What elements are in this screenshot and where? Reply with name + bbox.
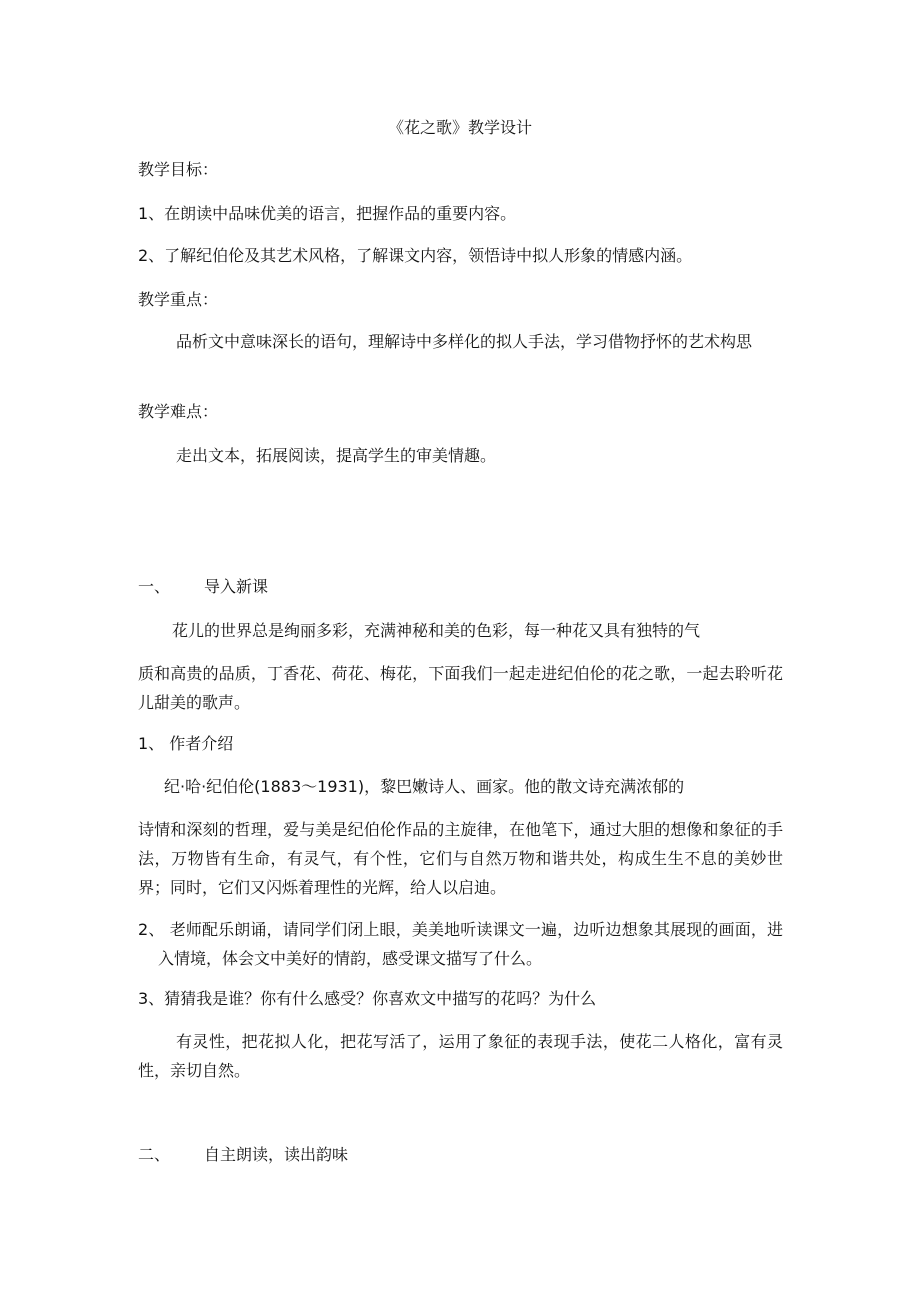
section1-intro-cont: 质和高贵的品质，丁香花、荷花、梅花，下面我们一起走进纪伯伦的花之歌，一起去聆听花儿甜美的歌声。 bbox=[138, 664, 783, 712]
author-intro-first: 纪·哈·纪伯伦(1883～1931)，黎巴嫩诗人、画家。他的散文诗充满浓郁的 bbox=[164, 777, 685, 796]
section2-title: 自主朗读，读出韵味 bbox=[204, 1145, 349, 1164]
section2-heading bbox=[138, 1145, 348, 1165]
author-heading: 1、 作者介绍 bbox=[138, 734, 234, 753]
list-item-2: 2、 老师配乐朗诵，请同学们闭上眼，美美地听读课文一遍，边听边想象其展现的画面，进入情境，体会文中美好的情韵，感受课文描写了什么。 bbox=[138, 920, 783, 968]
document-title: 《花之歌》教学设计 bbox=[387, 118, 532, 137]
section1-heading bbox=[138, 577, 268, 597]
key-points-text: 品析文中意味深长的语句，理解诗中多样化的拟人手法，学习借物抒怀的艺术构思 bbox=[176, 332, 753, 351]
list-item-3: 3、猜猜我是谁？你有什么感受？你喜欢文中描写的花吗？为什么 bbox=[138, 989, 597, 1008]
goals-heading: 教学目标： bbox=[138, 160, 219, 179]
section2-number: 二、 bbox=[138, 1145, 171, 1164]
difficulties-text: 走出文本，拓展阅读，提高学生的审美情趣。 bbox=[176, 446, 497, 465]
section1-intro: 花儿的世界总是绚丽多彩，充满神秘和美的色彩，每一种花又具有独特的气 bbox=[172, 621, 701, 640]
goal-item-1: 1、在朗读中品味优美的语言，把握作品的重要内容。 bbox=[138, 204, 517, 223]
key-points-heading: 教学重点： bbox=[138, 290, 219, 309]
section1-number: 一、 bbox=[138, 577, 171, 596]
section1-title: 导入新课 bbox=[204, 577, 269, 596]
guess-answer: 有灵性，把花拟人化，把花写活了，运用了象征的表现手法，使花二人格化，富有灵性，亲切自然。 bbox=[138, 1032, 783, 1080]
goal-item-2: 2、了解纪伯伦及其艺术风格，了解课文内容，领悟诗中拟人形象的情感内涵。 bbox=[138, 246, 693, 265]
difficulties-heading: 教学难点： bbox=[138, 402, 219, 421]
author-intro-rest: 诗情和深刻的哲理，爱与美是纪伯伦作品的主旋律，在他笔下，通过大胆的想像和象征的手法，万物皆有生命，有灵气，有个性，它们与自然万物和谐共处，构成生生不息的美妙世界；同时，它们又闪烁着理性的光辉，给人以启迪。 bbox=[138, 820, 783, 897]
